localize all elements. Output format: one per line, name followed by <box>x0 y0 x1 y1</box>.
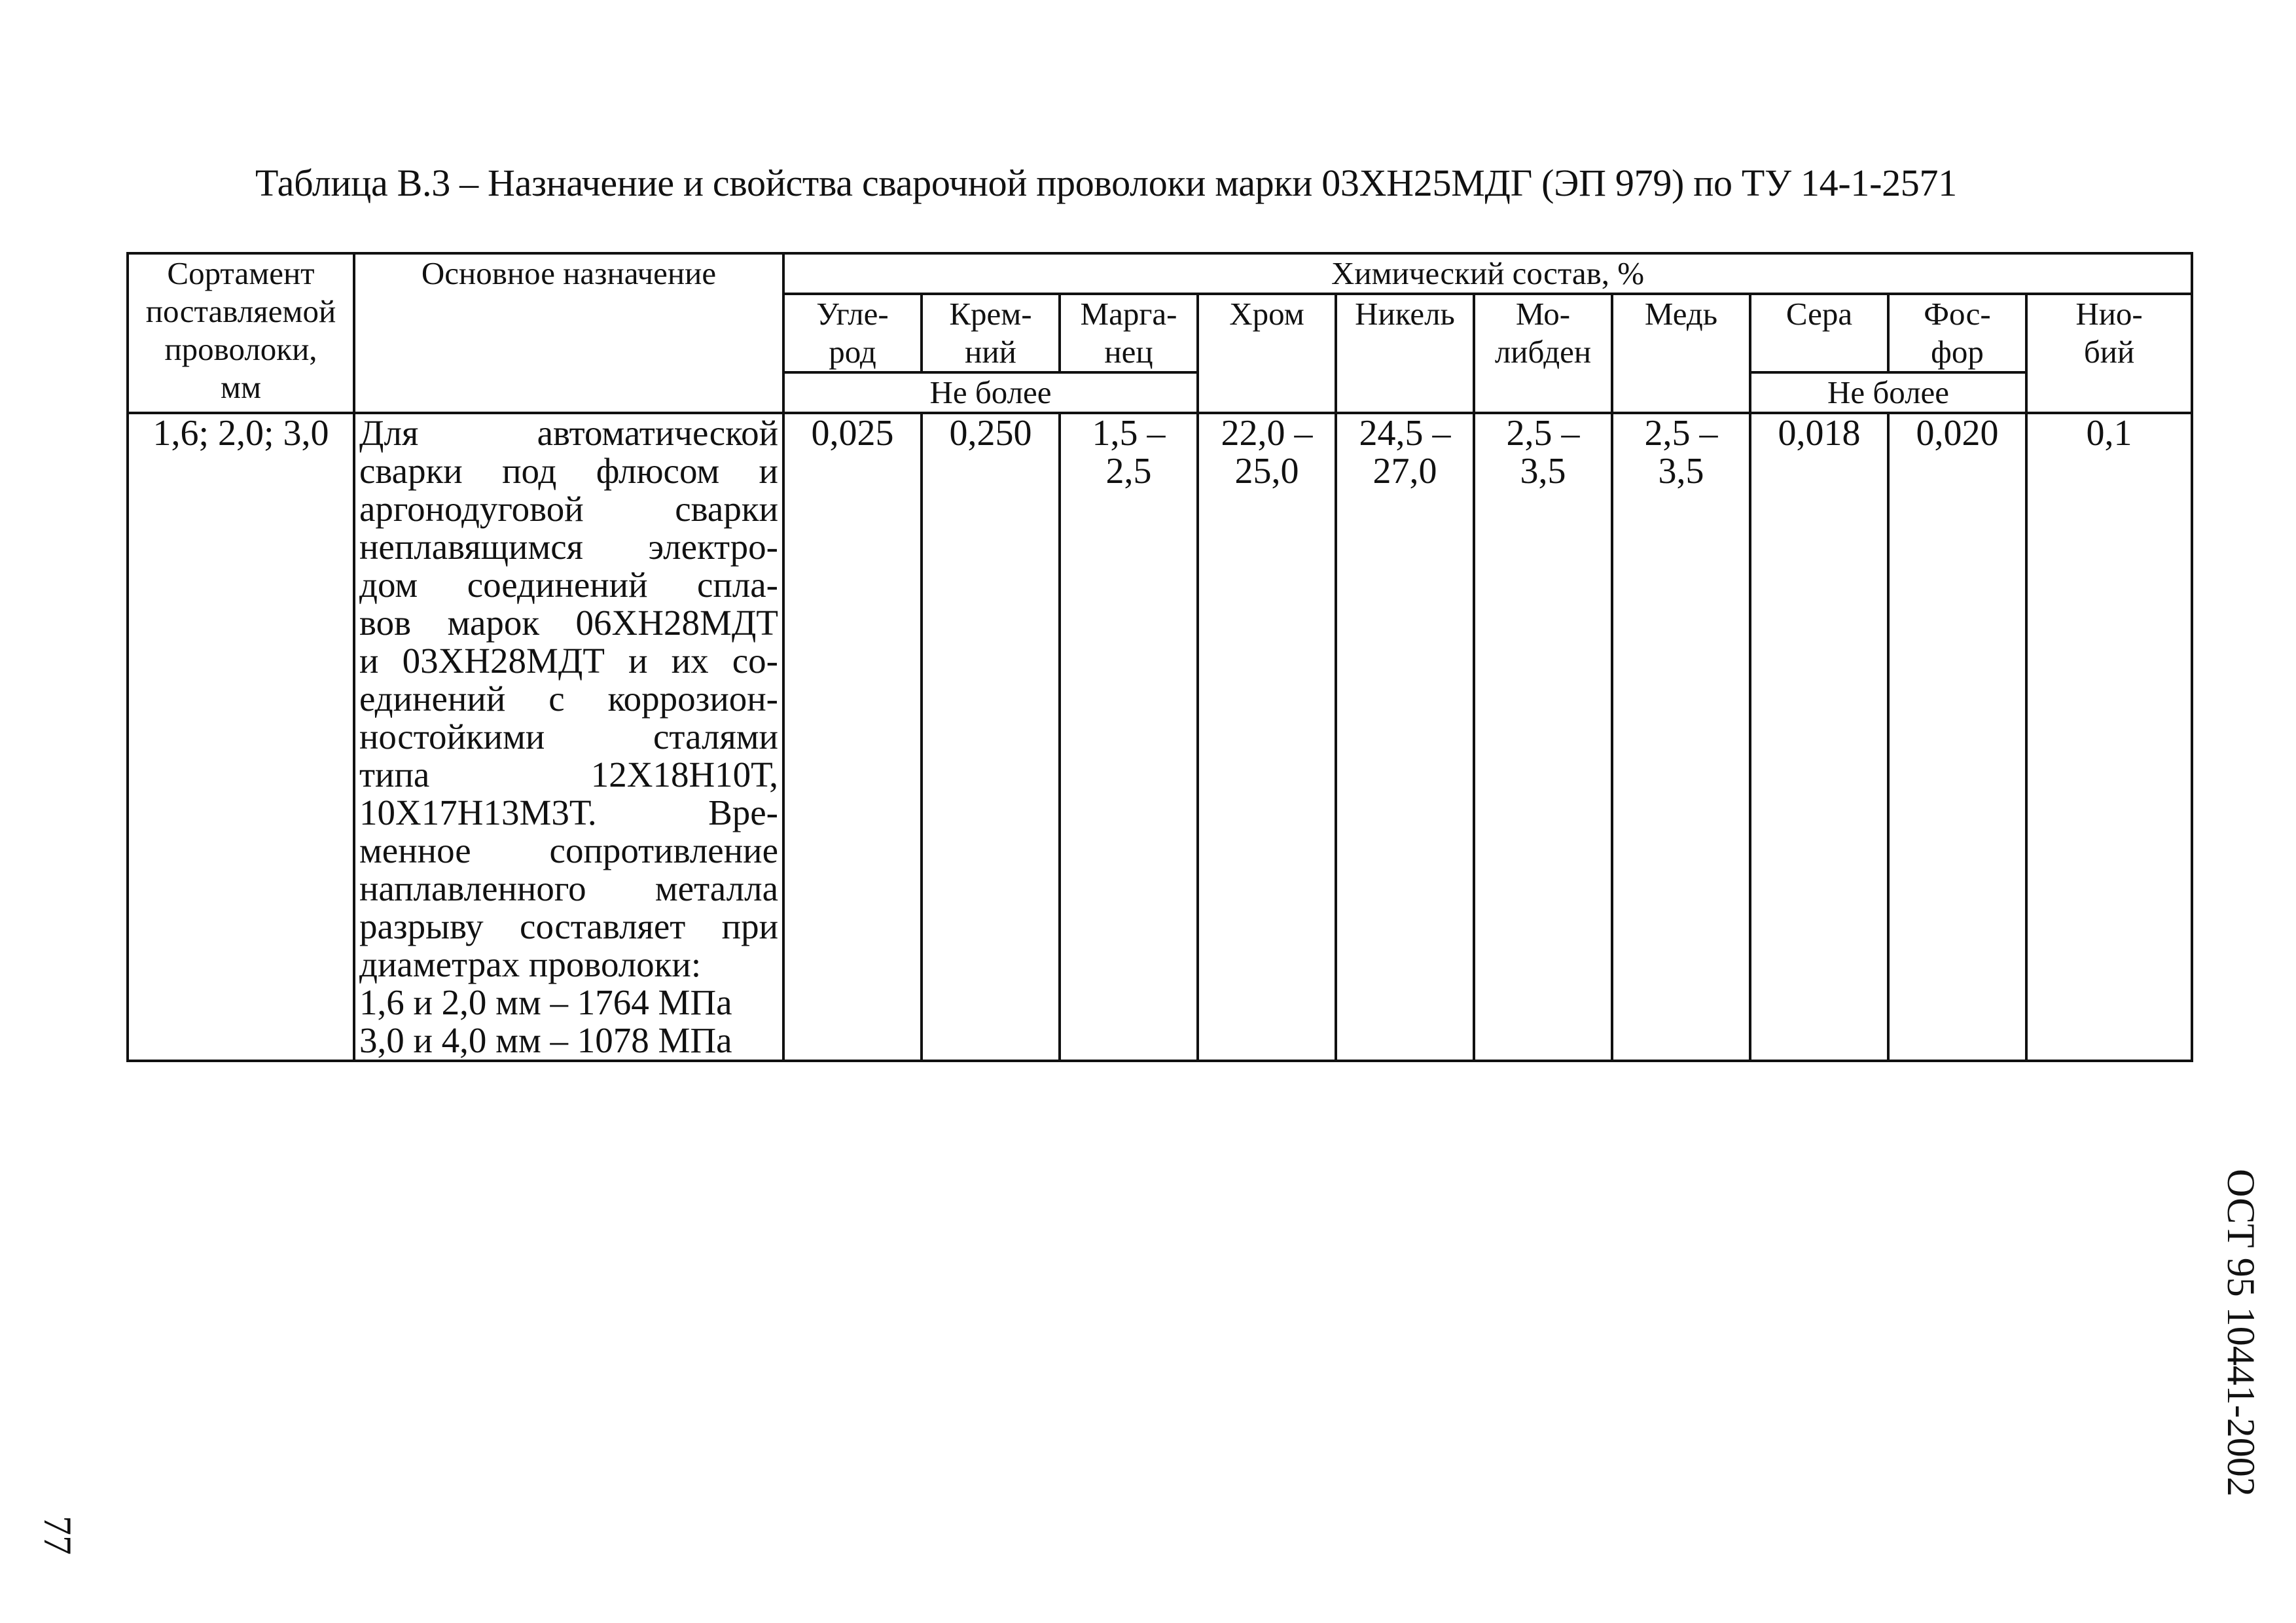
header-no-more-2: Не более <box>1750 372 2026 413</box>
purpose-line: диаметрах проволоки: <box>359 944 702 984</box>
page-number: 77 <box>36 1516 79 1555</box>
header-no-more-1: Не более <box>783 372 1198 413</box>
value-nickel: 24,5 – 27,0 <box>1336 413 1474 1061</box>
purpose-line: 10Х17Н13М3Т. Вре- <box>359 793 778 832</box>
composition-table <box>126 252 2193 1062</box>
header-chemical-composition: Химический состав, % <box>783 253 2192 294</box>
header-manganese: Марга- нец <box>1060 294 1198 372</box>
purpose-line: типа 12Х18Н10Т, <box>359 755 778 794</box>
header-chromium: Хром <box>1198 294 1336 413</box>
purpose-line: и 03ХН28МДТ и их со- <box>359 641 778 681</box>
header-niobium: Нио- бий <box>2026 294 2192 413</box>
value-copper: 2,5 – 3,5 <box>1612 413 1750 1061</box>
purpose-line: единений с коррозион- <box>359 679 778 719</box>
header-nickel: Никель <box>1336 294 1474 413</box>
purpose-line: сварки под флюсом и <box>359 451 778 491</box>
value-niobium: 0,1 <box>2026 413 2192 1061</box>
purpose-line: вов марок 06ХН28МДТ <box>359 603 778 643</box>
value-carbon: 0,025 <box>783 413 922 1061</box>
header-assortment-line: мм <box>220 369 261 405</box>
value-phosphorus: 0,020 <box>1888 413 2026 1061</box>
header-purpose: Основное назначение <box>354 253 783 413</box>
header-sulfur: Сера <box>1750 294 1888 372</box>
value-sulfur: 0,018 <box>1750 413 1888 1061</box>
header-molybdenum: Мо- либден <box>1474 294 1612 413</box>
purpose-line: разрыву составляет при <box>359 906 778 946</box>
purpose-line: менное сопротивление <box>359 830 778 870</box>
value-molybdenum: 2,5 – 3,5 <box>1474 413 1612 1061</box>
header-silicon: Крем- ний <box>922 294 1060 372</box>
header-copper: Медь <box>1612 294 1750 413</box>
header-assortment-line: поставляемой <box>145 293 336 329</box>
table-row <box>128 413 2192 1061</box>
header-assortment-line: Сортамент <box>167 255 315 291</box>
purpose-line: ностойкими сталями <box>359 717 778 757</box>
purpose-line: неплавящимся электро- <box>359 527 778 567</box>
value-manganese: 1,5 – 2,5 <box>1060 413 1198 1061</box>
purpose-line: 3,0 и 4,0 мм – 1078 МПа <box>359 1020 732 1060</box>
value-silicon: 0,250 <box>922 413 1060 1061</box>
document-code: ОСТ 95 10441-2002 <box>2219 1169 2263 1497</box>
header-carbon: Угле- род <box>783 294 922 372</box>
header-assortment-line: проволоки, <box>164 331 317 367</box>
purpose-line: аргонодуговой сварки <box>359 489 778 529</box>
value-chromium: 22,0 – 25,0 <box>1198 413 1336 1061</box>
table-caption: Таблица В.3 – Назначение и свойства сварочной проволоки марки 03ХН25МДГ (ЭП 979) по ТУ 14-1-2571 <box>255 162 1957 204</box>
header-assortment <box>128 253 354 413</box>
purpose-text <box>354 413 783 1061</box>
purpose-line: 1,6 и 2,0 мм – 1764 МПа <box>359 982 732 1022</box>
assortment-value: 1,6; 2,0; 3,0 <box>128 413 354 1061</box>
purpose-line: дом соединений спла- <box>359 565 778 605</box>
purpose-line: Для автоматической <box>359 413 778 453</box>
header-phosphorus: Фос- фор <box>1888 294 2026 372</box>
purpose-line: наплавленного металла <box>359 868 778 908</box>
